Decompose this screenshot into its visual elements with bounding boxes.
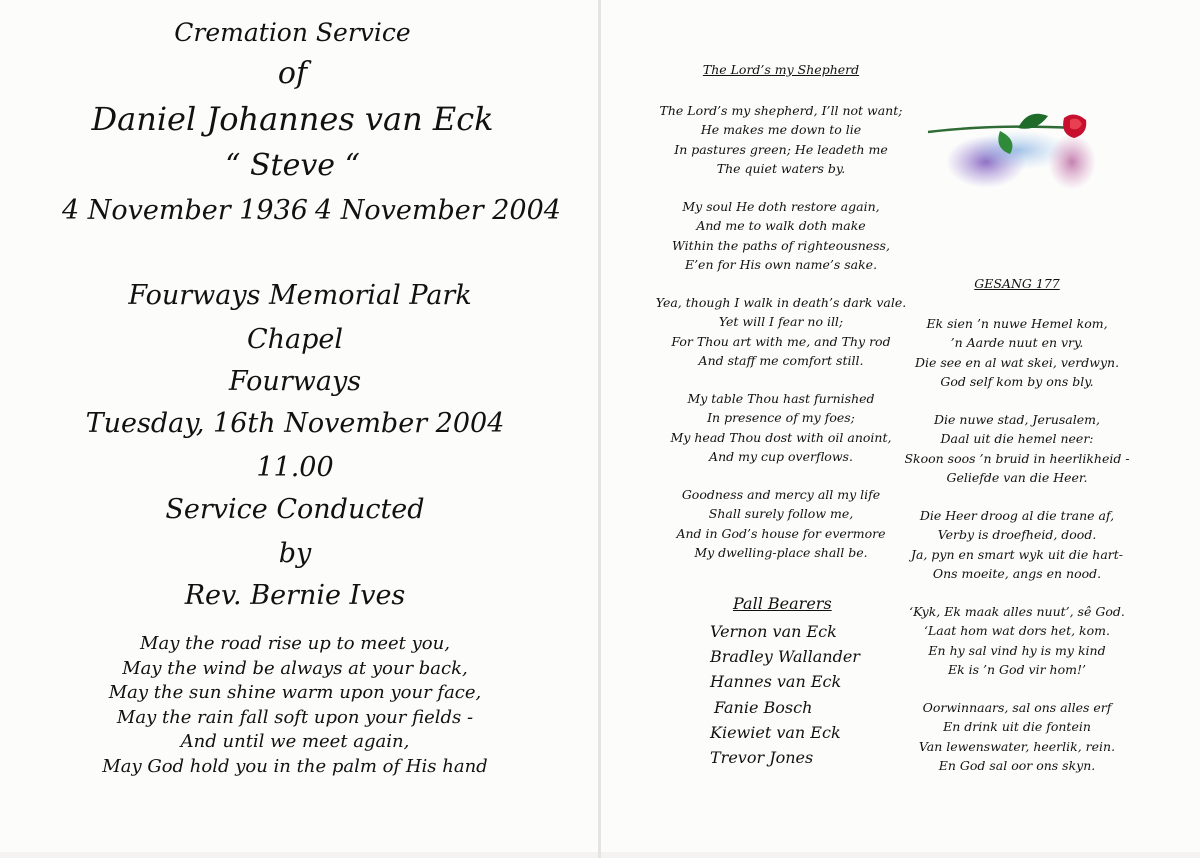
psalm-line: And my cup overflows.: [709, 449, 853, 465]
service-title: Cremation Service: [174, 18, 411, 47]
venue-name: Fourways Memorial Park: [128, 280, 472, 311]
hymn-stanza: [901, 698, 1133, 776]
hymn-line: ‘Kyk, Ek maak alles nuut’, sê God.: [909, 604, 1125, 619]
hymn-stanza: [901, 410, 1133, 488]
psalm-line: E’en for His own name’s sake.: [684, 257, 878, 273]
psalm-line: Goodness and mercy all my life: [681, 487, 881, 502]
hymn-line: Geliefde van die Heer.: [946, 470, 1088, 486]
rose-illustration: [924, 104, 1104, 196]
psalm-line: Yet will I fear no ill;: [718, 314, 844, 330]
hymn-line: Oorwinnaars, sal ons alles erf: [922, 700, 1112, 715]
hymn-line: Daal uit die hemel neer:: [940, 431, 1094, 447]
pall-bearers-title: Pall Bearers: [733, 594, 832, 613]
hymn-line: Verby is droefheid, dood.: [937, 527, 1097, 543]
birth-date: 4 November 1936: [62, 195, 308, 226]
psalm-line: For Thou art with me, and Thy rod: [671, 333, 891, 349]
minister-name: Rev. Bernie Ives: [184, 580, 406, 611]
psalm-line: And me to walk doth make: [696, 218, 866, 234]
hymn-stanza: [901, 602, 1133, 680]
pall-bearer-name: Vernon van Eck: [710, 622, 837, 641]
psalm-line: My dwelling-place shall be.: [694, 545, 868, 561]
hymn-line: ‘Laat hom wat dors het, kom.: [924, 623, 1110, 639]
pall-bearer-name: Kiewiet van Eck: [710, 722, 841, 742]
psalm-line: The Lord’s my shepherd, I’ll not want;: [659, 103, 903, 118]
psalm-line: Yea, though I walk in death’s dark vale.: [655, 295, 907, 310]
psalm-line: Shall surely follow me,: [708, 506, 854, 522]
service-title-of: of: [277, 56, 308, 91]
hymn-stanza: [901, 506, 1133, 584]
psalm-line: My head Thou dost with oil anoint,: [670, 429, 892, 445]
venue-chapel: Chapel: [246, 324, 344, 355]
hymn-line: En drink uit die fontein: [943, 719, 1091, 735]
pall-bearer-name: Trevor Jones: [710, 748, 814, 768]
hymn-line: Ek is ’n God vir hom!’: [948, 662, 1086, 678]
blessing-line: May God hold you in the palm of His hand: [102, 755, 488, 777]
psalm-stanza: [641, 101, 921, 179]
psalm-line: My soul He doth restore again,: [682, 199, 880, 214]
deceased-nickname: “ Steve “: [225, 148, 360, 183]
psalm-line: In presence of my foes;: [707, 410, 855, 426]
hymn-line: Die nuwe stad, Jerusalem,: [934, 412, 1100, 427]
pall-bearer-name: Bradley Wallander: [710, 647, 860, 667]
front-cover-page: [0, 0, 598, 852]
service-time: 11.00: [256, 452, 334, 483]
psalm-line: He makes me down to lie: [700, 122, 862, 138]
blessing-line: May the road rise up to meet you,: [140, 633, 450, 654]
psalm-stanza: [641, 197, 921, 275]
blessing-line: May the rain fall soft upon your fields -: [116, 706, 474, 728]
hymn-line: Ek sien ’n nuwe Hemel kom,: [926, 316, 1108, 331]
hymn-line: ’n Aarde nuut en vry.: [950, 335, 1084, 351]
hymn-line: Die see en al wat skei, verdwyn.: [914, 354, 1120, 370]
hymn-line: En God sal oor ons skyn.: [938, 758, 1096, 774]
hymn-title: GESANG 177: [974, 276, 1060, 291]
psalm-line: In pastures green; He leadeth me: [674, 141, 888, 157]
death-date: 4 November 2004: [315, 195, 561, 226]
irish-blessing: [0, 632, 590, 779]
psalm-stanza: [641, 293, 921, 371]
psalm-line: My table Thou hast furnished: [687, 391, 875, 406]
pall-bearer-name: Hannes van Eck: [710, 672, 842, 692]
hymn-line: Skoon soos ’n bruid in heerlikheid -: [904, 450, 1130, 466]
hymn-line: Van lewenswater, heerlik, rein.: [918, 738, 1116, 754]
psalm-line: Within the paths of righteousness,: [672, 237, 890, 253]
blessing-line: And until we meet again,: [180, 731, 410, 752]
hymn-line: God self kom by ons bly.: [940, 374, 1094, 390]
blessing-line: May the wind be always at your back,: [122, 657, 468, 679]
psalm-stanza: [641, 485, 921, 563]
inside-page: [601, 0, 1200, 852]
service-date: Tuesday, 16th November 2004: [85, 408, 505, 439]
psalm-stanza: [641, 389, 921, 467]
psalm-line: And staff me comfort still.: [698, 353, 864, 369]
service-conducted-by: by: [278, 538, 312, 569]
venue-location: Fourways: [228, 366, 362, 397]
blessing-line: May the sun shine warm upon your face,: [108, 682, 482, 703]
hymn-line: Die Heer droog al die trane af,: [919, 508, 1115, 523]
hymn-line: En hy sal vind hy is my kind: [928, 642, 1106, 658]
hymn-line: Ons moeite, angs en nood.: [932, 566, 1102, 582]
psalm-title: The Lord’s my Shepherd: [702, 62, 860, 77]
psalm-line: And in God’s house for evermore: [676, 525, 886, 541]
pall-bearer-name: Fanie Bosch: [714, 697, 813, 717]
hymn-stanza: [901, 314, 1133, 392]
service-conducted-label: Service Conducted: [165, 494, 425, 525]
deceased-name: Daniel Johannes van Eck: [91, 100, 494, 138]
pall-bearers-list: [710, 619, 860, 770]
psalm-line: The quiet waters by.: [716, 161, 846, 177]
hymn-line: Ja, pyn en smart wyk uit die hart-: [910, 546, 1124, 562]
